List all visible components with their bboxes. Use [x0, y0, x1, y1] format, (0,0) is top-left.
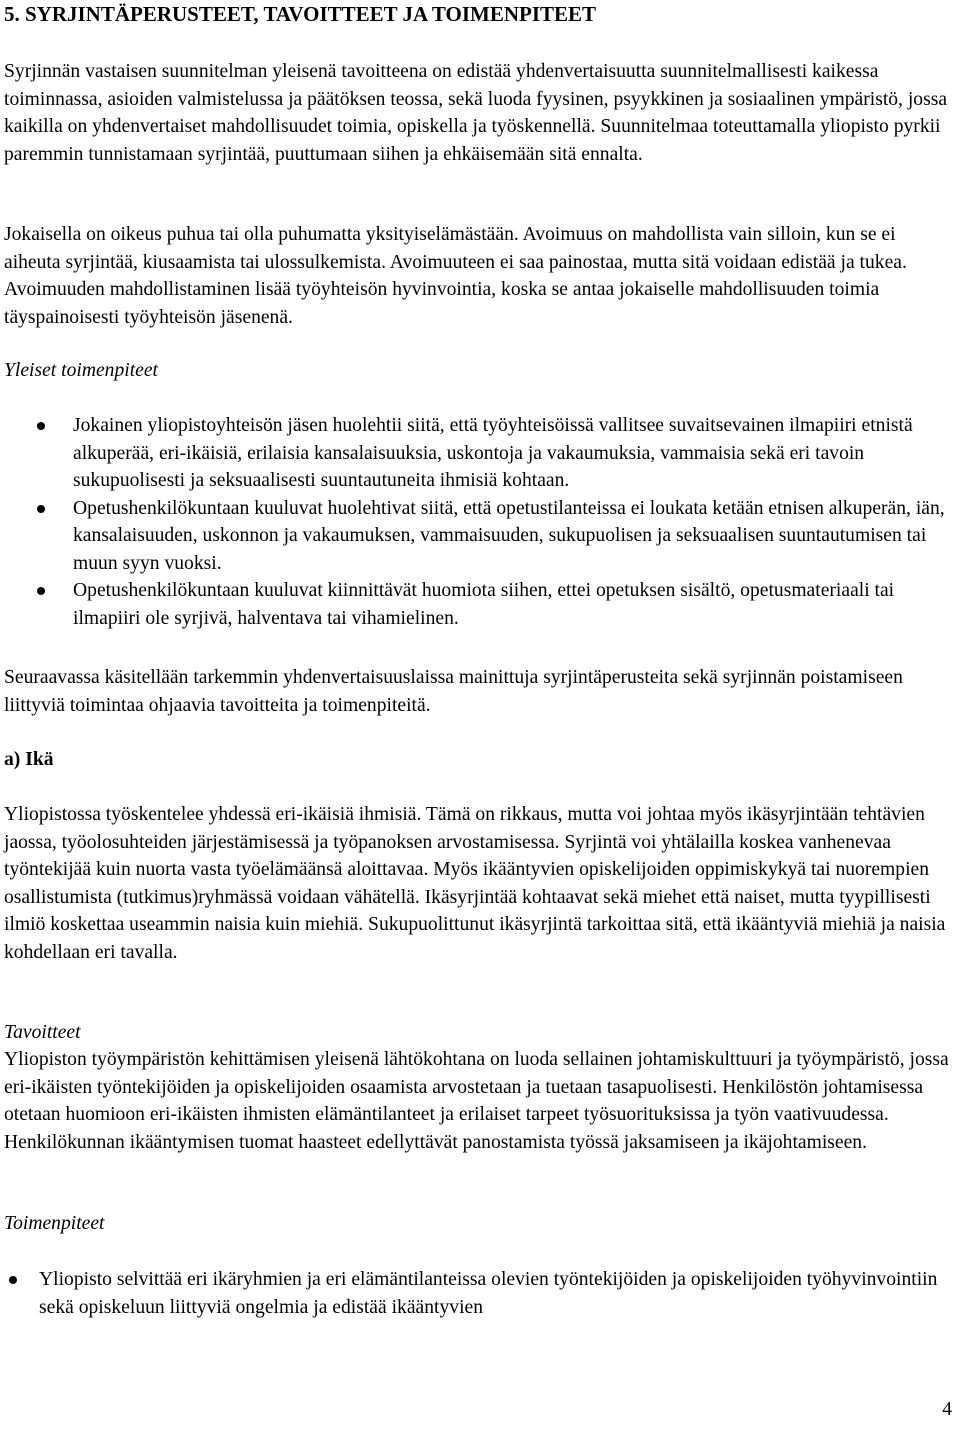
goals-paragraph: Yliopiston työympäristön kehittämisen yleisenä lähtökohtana on luoda sellainen johtamiskulttuuri ja työympäristö, jossa eri-ikäisten työntekijöiden ja opiskelijoiden osaamista arvostetaan ja tuetaan tasapuolisesti. Henkilöstön johtamisessa otetaan huomioon eri-ikäisten ihmisten elämäntilanteet ja erilaiset tarpeet työsuorituksissa ja työn vaativuudessa. Henkilökunnan ikääntymisen tuomat haasteet edellyttävät panostamista työssä jaksamiseen ja ikäjohtamiseen. — [4, 1049, 949, 1153]
list-item — [4, 577, 954, 632]
list-item-text: Opetushenkilökuntaan kuuluvat huolehtivat siitä, että opetustilanteissa ei loukata ketään etnisen alkuperän, iän, kansalaisuuden, uskonnon ja vakaumuksen, vammaisuuden, sukupuolisen ja seksuaalisen suuntautumisen tai muun syyn vuoksi. — [73, 497, 945, 574]
goals-title: Tavoitteet — [4, 1022, 81, 1043]
age-paragraph: Yliopistossa työskentelee yhdessä eri-ikäisiä ihmisiä. Tämä on rikkaus, mutta voi johtaa myös ikäsyrjintään tehtävien jaossa, työolosuhteiden järjestämisessä ja työpanoksen arvostamisessa. Syrjintä voi yhtälailla koskea vanhenevaa työntekijää kuin nuorta vasta työelämäänsä aloittavaa. Myös ikääntyvien opiskelijoiden oppimiskykyä tai nuorempien osallistumista (tutkimus)ryhmässä voidaan vähätellä. Ikäsyrjintää kohtaavat sekä miehet että naiset, mutta tyypillisesti ilmiö koskettaa useammin naisia kuin miehiä. Sukupuolittunut ikäsyrjintä tarkoittaa sitä, että ikääntyviä miehiä ja naisia kohdellaan eri tavalla. — [4, 804, 946, 963]
following-paragraph: Seuraavassa käsitellään tarkemmin yhdenvertaisuuslaissa mainittuja syrjintäperusteita sekä syrjinnän poistamiseen liittyviä toimintaa ohjaavia tavoitteita ja toimenpiteitä. — [4, 667, 903, 716]
list-item-text: Opetushenkilökuntaan kuuluvat kiinnittävät huomiota siihen, ettei opetuksen sisältö, opetusmateriaali tai ilmapiiri ole syrjivä, halventava tai vihamielinen. — [73, 580, 895, 629]
privacy-paragraph: Jokaisella on oikeus puhua tai olla puhumatta yksityiselämästään. Avoimuus on mahdollista vain silloin, kun se ei aiheuta syrjintää, kiusaamista tai ulossulkemista. Avoimuuteen ei saa painostaa, mutta sitä voidaan edistää ja tukea. Avoimuuden mahdollistaminen lisää työyhteisön hyvinvointia, koska se antaa jokaiselle mahdollisuuden toimia täyspainoisesti työyhteisön jäsenenä. — [4, 224, 907, 328]
bullet-icon — [9, 1276, 17, 1284]
general-measures-title: Yleiset toimenpiteet — [4, 360, 158, 381]
list-item — [4, 1266, 954, 1321]
list-item-text: Jokainen yliopistoyhteisön jäsen huolehtii siitä, että työyhteisöissä vallitsee suvaitsevainen ilmapiiri etnistä alkuperää, eri-ikäisiä, erilaisia kansalaisuuksia, uskontoja ja vakaumuksia, vammaisia sekä eri tavoin sukupuolisesti ja seksuaalisesti suuntautuneita ihmisiä kohtaan. — [73, 415, 913, 491]
page-number: 4 — [942, 1399, 952, 1420]
bullet-icon — [37, 587, 45, 595]
section-heading: 5. SYRJINTÄPERUSTEET, TAVOITTEET JA TOIMENPITEET — [4, 2, 597, 26]
intro-paragraph: Syrjinnän vastaisen suunnitelman yleisenä tavoitteena on edistää yhdenvertaisuutta suunnitelmallisesti kaikessa toiminnassa, asioiden valmistelussa ja päätöksen teossa, sekä luoda fyysinen, psyykkinen ja sosiaalinen ympäristö, jossa kaikilla on yhdenvertaiset mahdollisuudet toimia, opiskella ja työskennellä. Suunnitelmaa toteuttamalla yliopisto pyrkii paremmin tunnistamaan syrjintää, puuttumaan siihen ja ehkäisemään sitä ennalta. — [4, 61, 948, 165]
general-measures-list — [4, 412, 954, 632]
list-item-text: Yliopisto selvittää eri ikäryhmien ja eri elämäntilanteissa olevien työntekijöiden ja opiskelijoiden työhyvinvointiin sekä opiskeluun liittyviä ongelmia ja edistää ikääntyvien — [39, 1269, 938, 1318]
age-measures-list — [4, 1266, 954, 1321]
list-item — [4, 495, 954, 578]
bullet-icon — [37, 422, 45, 430]
bullet-icon — [37, 505, 45, 513]
measures-title: Toimenpiteet — [4, 1213, 105, 1234]
age-section-title: a) Ikä — [4, 749, 54, 770]
list-item — [4, 412, 954, 495]
